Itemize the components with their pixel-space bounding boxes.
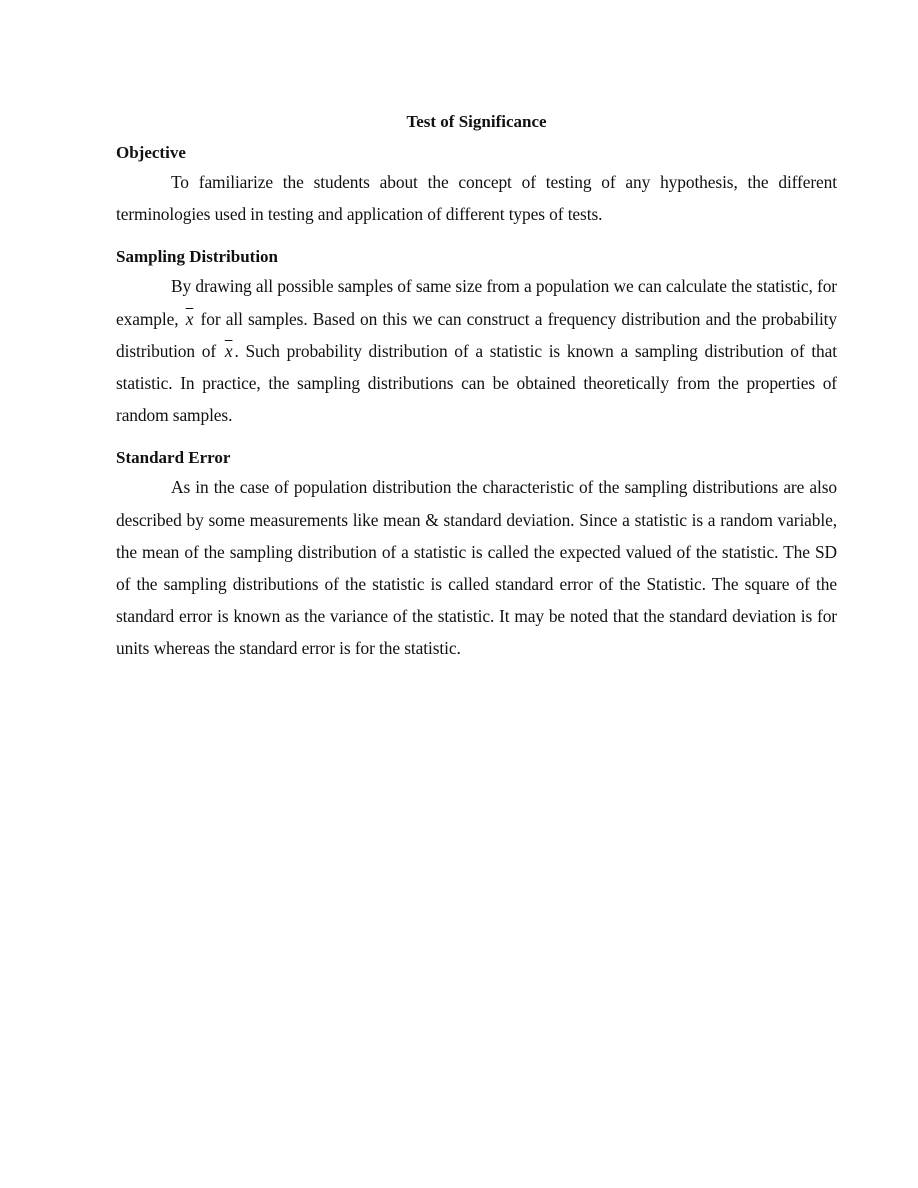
document-content <box>116 108 837 665</box>
x-bar-symbol: $\overline{x}$ <box>185 308 194 329</box>
x-bar-symbol: $\overline{x}$ <box>224 340 233 361</box>
sampling-text-part-2: for all samples. Based on this we can construct a frequency distribution and the probability distribution of <box>116 308 838 361</box>
sampling-text-part-3: . Such probability distribution of a statistic is known a sampling distribution of that statistic. In practice, the sampling distributions can be obtained theoretically from the properties of random samples. <box>116 340 838 426</box>
section-heading-sampling-distribution: Sampling Distribution <box>116 247 279 267</box>
paragraph-objective: To familiarize the students about the concept of testing of any hypothesis, the different terminologies used in testing and application of different types of tests. <box>116 172 837 225</box>
page-title: Test of Significance <box>406 112 547 131</box>
paragraph-standard-error: As in the case of population distribution the characteristic of the sampling distributions are also described by some measurements like mean & standard deviation. Since a statistic is a random variable, the mean of the sampling distribution of a statistic is called the expected valued of the statistic. The SD of the sampling distributions of the statistic is called standard error of the Statistic. The square of the standard error is known as the variance of the statistic. It may be noted that the standard deviation is for units whereas the standard error is for the statistic. <box>116 477 837 659</box>
section-heading-objective: Objective <box>116 143 186 162</box>
section-heading-standard-error: Standard Error <box>116 448 231 468</box>
sampling-text-part-1: By drawing all possible samples of same size from a population we can calculate the statistic, for example, <box>116 276 837 329</box>
paragraph-sampling-distribution <box>116 270 837 431</box>
